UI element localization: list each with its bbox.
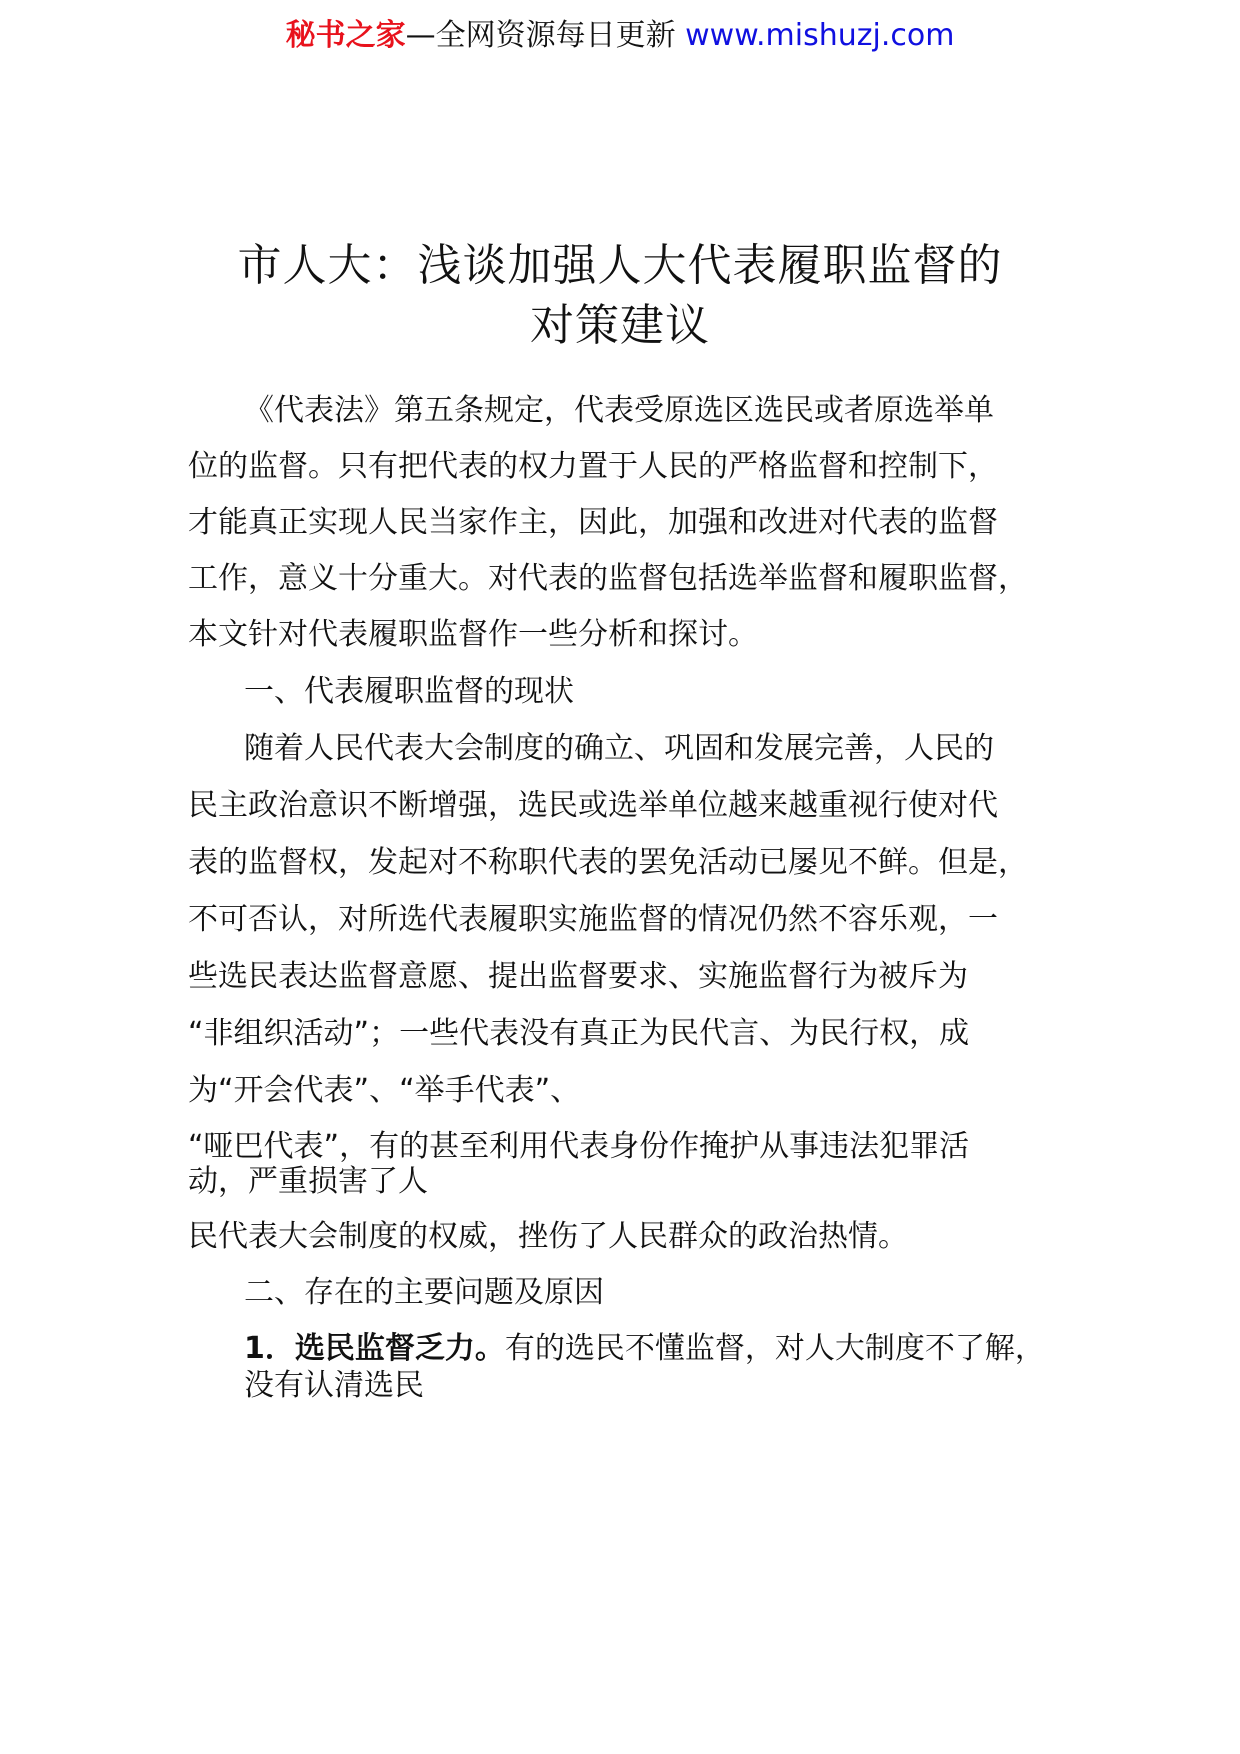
title-line-2: 对策建议: [530, 300, 710, 351]
title-line-1: 市人大：浅谈加强人大代表履职监督的: [237, 240, 1003, 291]
document-title: [0, 236, 1240, 356]
site-tagline: —全网资源每日更新: [405, 18, 676, 53]
section-heading-2: 二、存在的主要问题及原因: [244, 1275, 604, 1310]
site-header: [0, 14, 1240, 58]
paragraph-line: 动，严重损害了人: [188, 1164, 428, 1199]
paragraph-line: 不可否认，对所选代表履职实施监督的情况仍然不容乐观，一: [188, 902, 998, 937]
paragraph-line: 工作，意义十分重大。对代表的监督包括选举监督和履职监督，: [188, 561, 1028, 596]
paragraph-line: 为“开会代表”、“举手代表”、: [188, 1073, 581, 1108]
list-item: [244, 1329, 1045, 1369]
paragraph-line: “哑巴代表”，有的甚至利用代表身份作掩护从事违法犯罪活: [188, 1129, 970, 1164]
paragraph-line: 随着人民代表大会制度的确立、巩固和发展完善，人民的: [244, 731, 994, 766]
paragraph-line: 表的监督权，发起对不称职代表的罢免活动已屡见不鲜。但是，: [188, 845, 1028, 880]
site-brand: 秘书之家: [285, 18, 406, 53]
paragraph-line: 本文针对代表履职监督作一些分析和探讨。: [188, 617, 758, 652]
section-heading-1: 一、代表履职监督的现状: [244, 674, 574, 709]
list-item-continuation: 没有认清选民: [244, 1368, 424, 1403]
site-url-link[interactable]: www.mishuzj.com: [685, 18, 955, 53]
paragraph-line: 民主政治意识不断增强，选民或选举单位越来越重视行使对代: [188, 788, 998, 823]
paragraph-line: 《代表法》第五条规定，代表受原选区选民或者原选举单: [244, 393, 994, 428]
list-item-heading: 1．选民监督乏力。: [244, 1331, 505, 1366]
paragraph-line: 些选民表达监督意愿、提出监督要求、实施监督行为被斥为: [188, 959, 968, 994]
paragraph-line: 位的监督。只有把代表的权力置于人民的严格监督和控制下，: [188, 449, 998, 484]
paragraph-line: 才能真正实现人民当家作主，因此，加强和改进对代表的监督: [188, 505, 998, 540]
paragraph-line: 民代表大会制度的权威，挫伤了人民群众的政治热情。: [188, 1219, 908, 1254]
list-item-text: 有的选民不懂监督，对人大制度不了解，: [504, 1331, 1045, 1366]
paragraph-line: “非组织活动”；一些代表没有真正为民代言、为民行权，成: [188, 1016, 970, 1051]
